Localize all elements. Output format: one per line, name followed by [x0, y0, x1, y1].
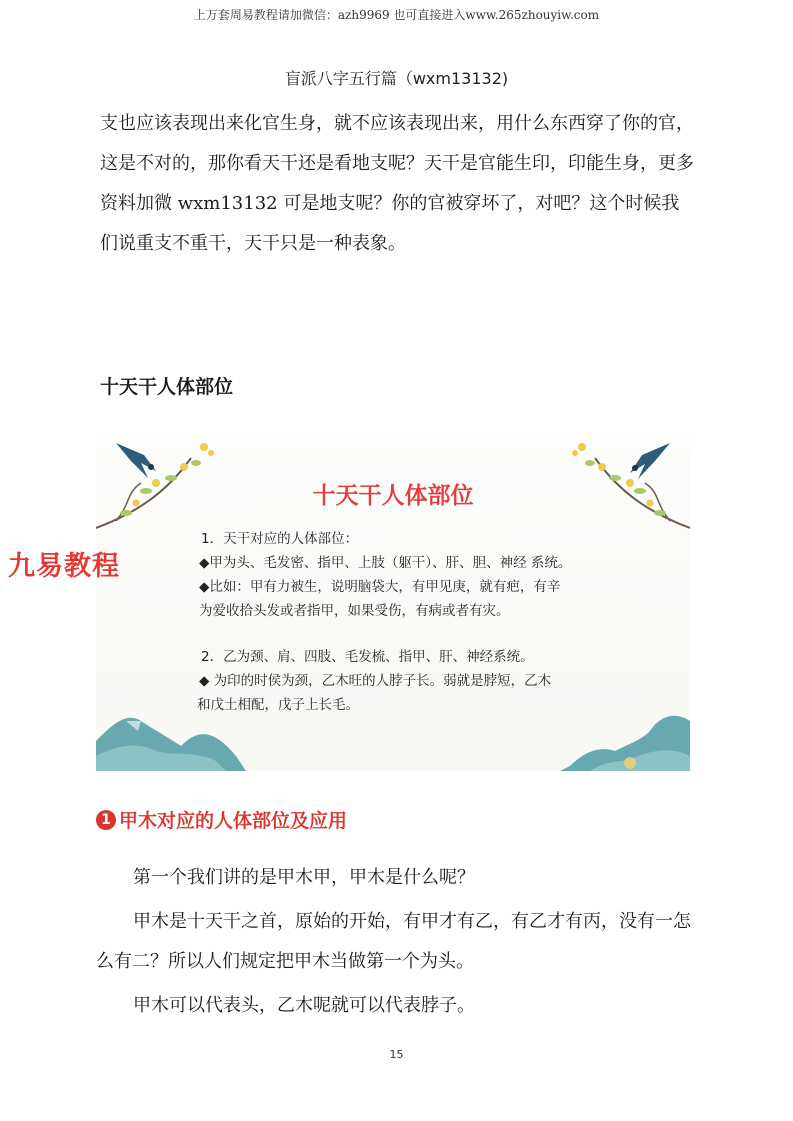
banner-line: 2．乙为颈、肩、四肢、毛发梳、指甲、肝、神经系统。 — [201, 649, 534, 665]
document-title: 盲派八字五行篇（wxm13132) — [284, 69, 509, 88]
body-paragraph: 甲木是十天干之首，原始的开始，有甲才有乙，有乙才有丙，没有一怎么有二？所以人们规定把甲木当做第一个为头。 — [96, 911, 691, 972]
banner-title: 十天干人体部位 — [312, 483, 474, 509]
body-paragraph: 甲木可以代表头，乙木呢就可以代表脖子。 — [133, 995, 475, 1016]
mountains-right-icon — [560, 701, 690, 771]
watermark-stamp: 九易教程 — [8, 551, 120, 582]
banner-line: 1．天干对应的人体部位： — [201, 531, 359, 547]
banner-image — [96, 433, 690, 771]
page-number: 15 — [389, 1048, 404, 1061]
banner-line: 为爱收拾头发或者指甲，如果受伤，有病或者有灾。 — [199, 603, 510, 619]
banner-line: ◆甲为头、毛发密、指甲、上肢（躯干）、肝、胆、神经 系统。 — [199, 555, 572, 571]
banner-line: ◆比如：甲有力被生，说明脑袋大，有甲见庚，就有疤，有辛 — [199, 579, 561, 595]
section-heading: 十天干人体部位 — [100, 376, 234, 398]
banner-line: ◆ 为印的时侯为颈，乙木旺的人脖子长。弱就是脖短，乙木 — [199, 673, 552, 689]
number-badge: 1 — [96, 810, 116, 830]
sub-heading-text: 甲木对应的人体部位及应用 — [119, 810, 348, 832]
banner-line: 和戊土相配，戊子上长毛。 — [197, 697, 359, 713]
intro-paragraph: 支也应该表现出来化官生身，就不应该表现出来，用什么东西穿了你的官，这是不对的，那你看天干还是看地支呢？天干是官能生印，印能生身，更多资料加微 wxm13132 可是地支呢？你的官被穿坏了，对吧？这个时候我们说重支不重干，天干只是一种表象。 — [100, 113, 694, 254]
body-paragraph: 第一个我们讲的是甲木甲，甲木是什么呢？ — [133, 867, 475, 888]
header-watermark: 上万套周易教程请加微信：azh9969 也可直接进入www.265zhouyiw.com — [193, 8, 600, 22]
sub-heading — [96, 806, 347, 833]
